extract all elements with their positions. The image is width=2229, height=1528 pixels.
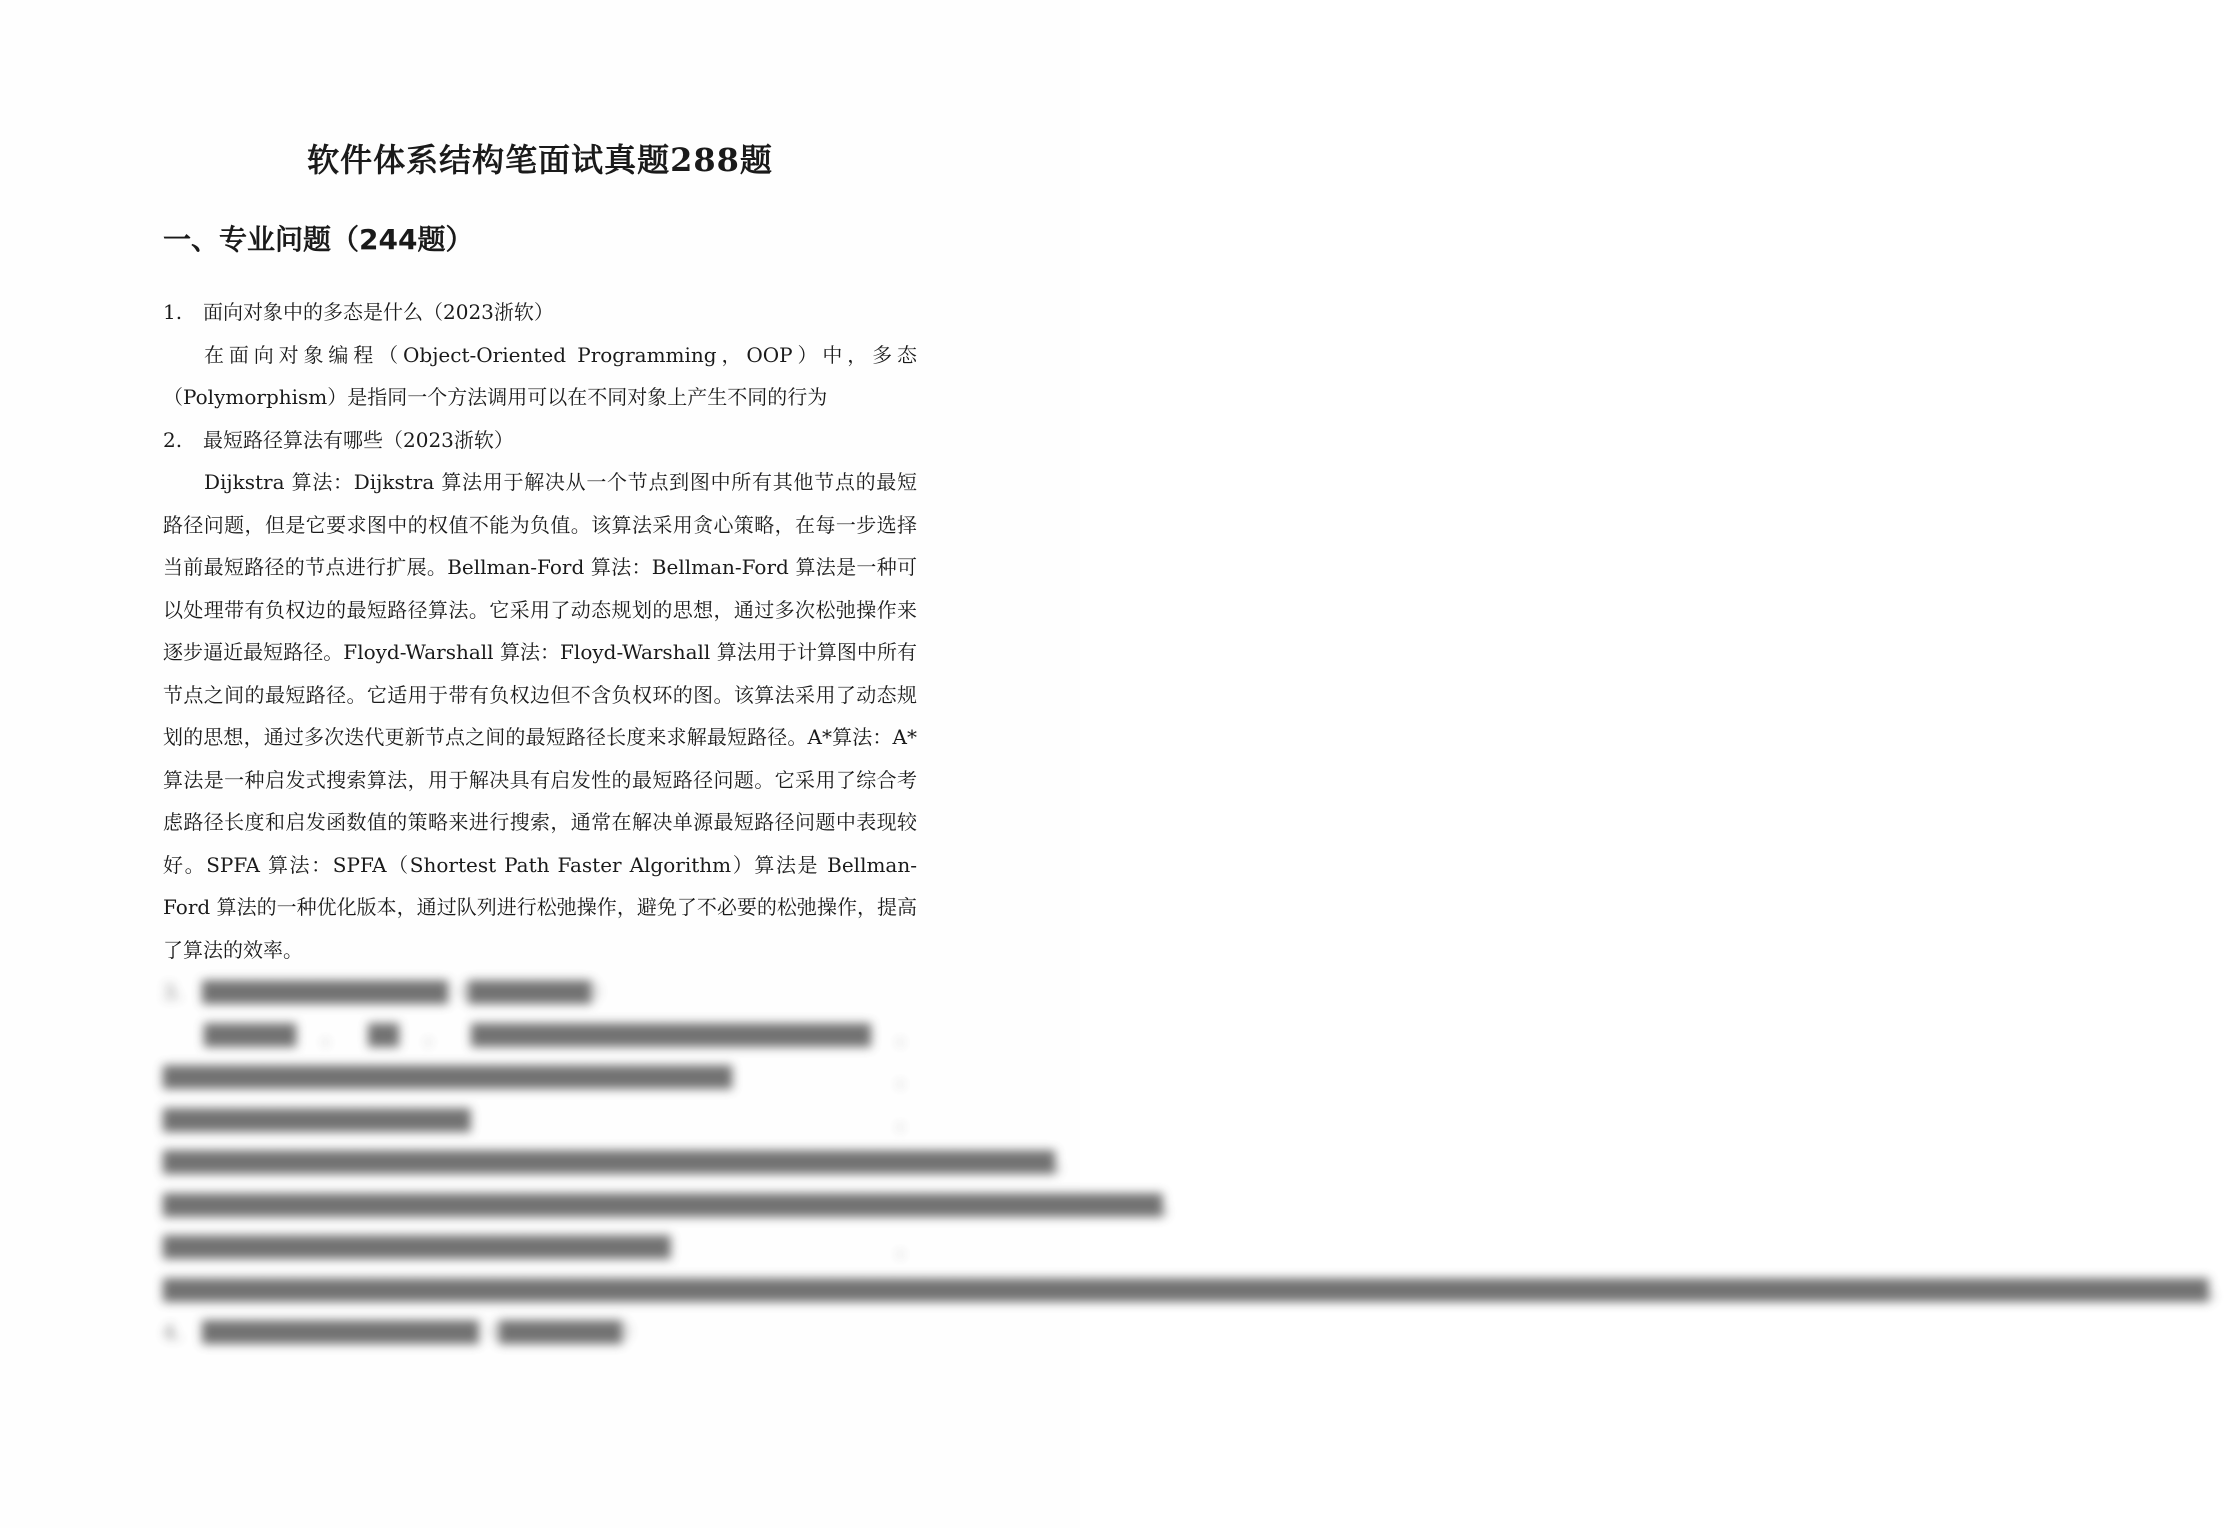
question-1 (163, 291, 917, 334)
blurred-question: 4. ██████████████████（████████） (163, 1320, 642, 1344)
section-heading: 一、专业问题（244题） (163, 223, 474, 256)
blurred-answer: ██████，██，██████████████████████████，█████████████████████████████████████，████████████████████，██████████████████████████████████████████████████████████，█████████████████████████████████████████████████████████████████，█████████████████████████████████，█████████████████████████████████████████████████████████████████████████████████████████████████████████████████████████████████████。 (163, 1022, 2229, 1302)
question-text: 面向对象中的多态是什么（2023浙软） (203, 300, 554, 324)
document-body (163, 291, 2229, 1354)
question-text: 最短路径算法有哪些（2023浙软） (203, 427, 514, 452)
blurred-content (163, 971, 2229, 1354)
document-title: 软件体系结构笔面试真题288题 (307, 141, 773, 179)
answer-2: Dijkstra 算法：Dijkstra 算法用于解决从一个节点到图中所有其他节点的最短路径问题，但是它要求图中的权值不能为负值。该算法采用贪心策略，在每一步选择当前最短路径的节点进行扩展。Bellman-Ford 算法：Bellman-Ford 算法是一种可以处理带有负权边的最短路径算法。它采用了动态规划的思想，通过多次松弛操作来逐步逼近最短路径。Floyd-Warshall 算法：Floyd-Warshall 算法用于计算图中所有节点之间的最短路径。它适用于带有负权边但不含负权环的图。该算法采用了动态规划的思想，通过多次迭代更新节点之间的最短路径长度来求解最短路径。A*算法：A*算法是一种启发式搜索算法，用于解决具有启发性的最短路径问题。它采用了综合考虑路径长度和启发函数值的策略来进行搜索，通常在解决单源最短路径问题中表现较好。SPFA 算法：SPFA（Shortest Path Faster Algorithm）算法是 Bellman-Ford 算法的一种优化版本，通过队列进行松弛操作，避免了不必要的松弛操作，提高了算法的效率。 (163, 470, 917, 962)
question-number: 2. (163, 427, 183, 452)
answer-1: 在面向对象编程（Object-Oriented Programming，OOP）中，多态（Polymorphism）是指同一个方法调用可以在不同对象上产生不同的行为 (163, 342, 917, 409)
question-number: 1. (163, 300, 183, 324)
blurred-question: 3. ████████████████（████████） (163, 980, 612, 1004)
question-2 (163, 419, 917, 462)
